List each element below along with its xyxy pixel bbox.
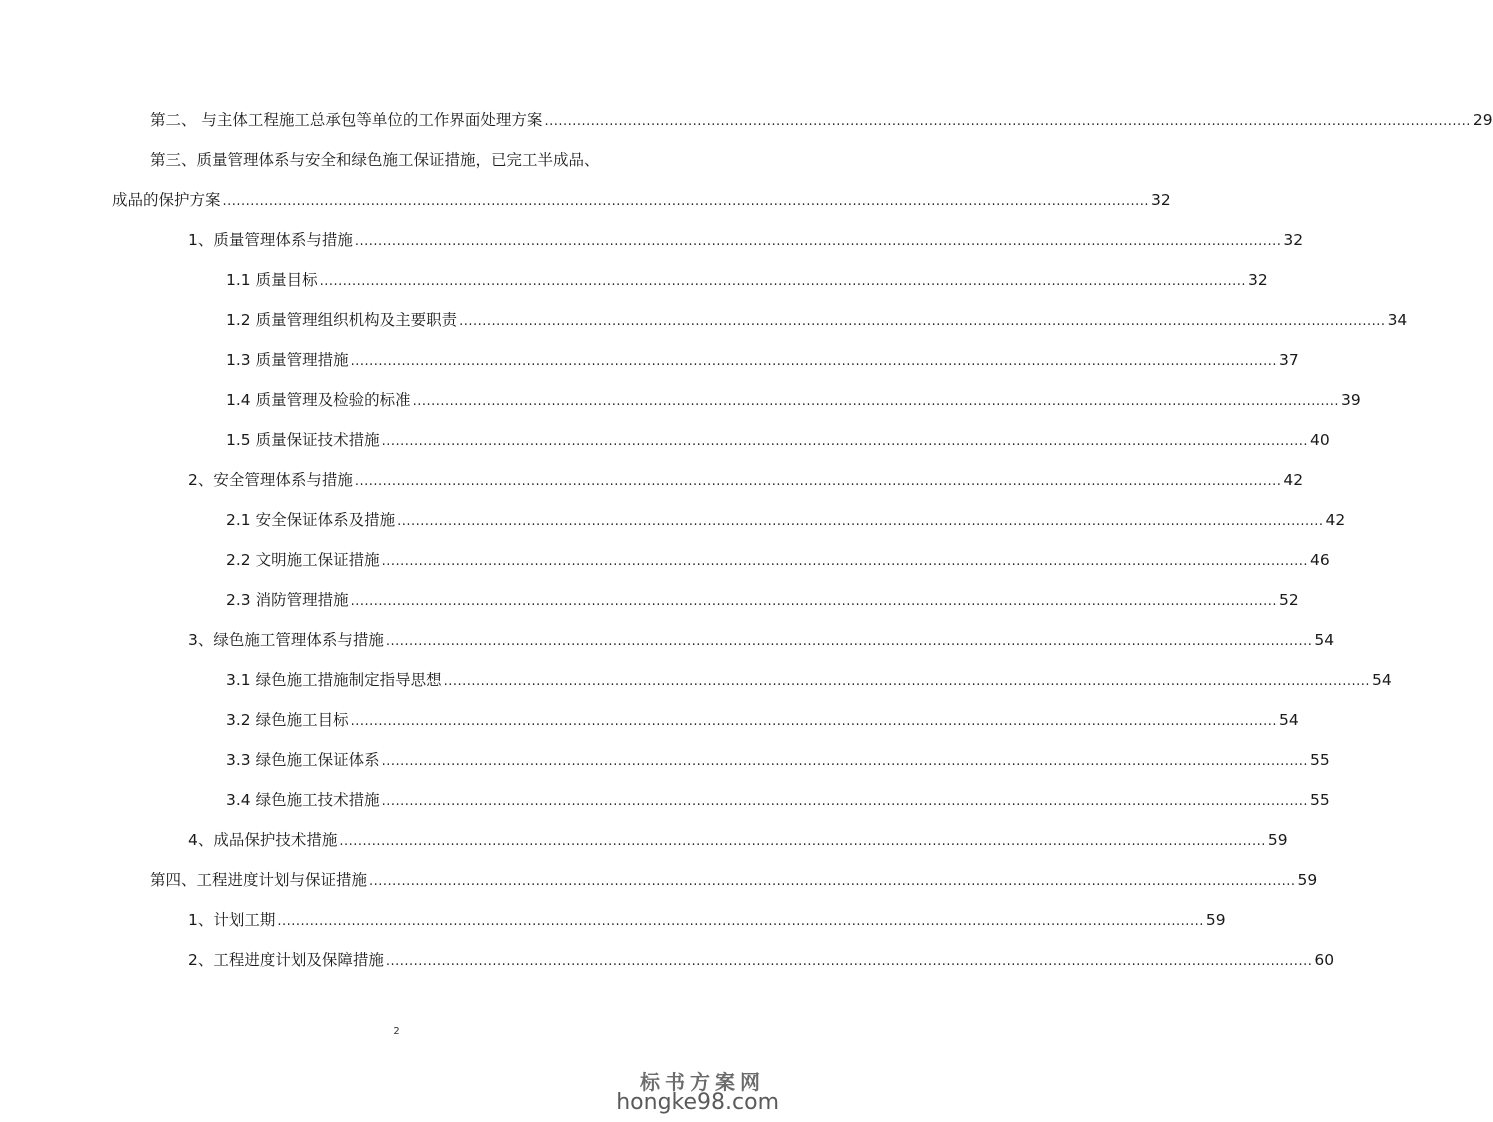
toc-entry-text: 1.5 质量保证技术措施 [226,431,380,449]
toc-leader-dots: ........................................................................................................................................................................................................ [381,554,1309,569]
toc-entry[interactable] [188,908,1226,932]
toc-entry-text: 2.2 文明施工保证措施 [226,551,380,569]
toc-entry[interactable] [226,548,1330,572]
toc-entry[interactable] [188,828,1288,852]
toc-entry-text: 成品的保护方案 [112,191,221,209]
toc-entry-text: 1、质量管理体系与措施 [188,231,353,249]
toc-entry-text: 1、计划工期 [188,911,276,929]
toc-entry-page: 59 [1267,831,1288,849]
toc-leader-dots: ........................................................................................................................................................................................................ [381,434,1309,449]
toc-leader-dots: ........................................................................................................................................................................................................ [339,834,1266,849]
toc-entry-text: 2、安全管理体系与措施 [188,471,353,489]
toc-entry[interactable] [226,508,1346,532]
toc-entry[interactable] [188,468,1304,492]
toc-leader-dots: ........................................................................................................................................................................................................ [354,474,1282,489]
toc-entry-page: 39 [1341,391,1361,409]
toc-entry-page: 32 [1150,191,1171,209]
toc-leader-dots: ........................................................................................................................................................................................................ [369,874,1296,889]
page-number: 2 [393,1026,400,1037]
toc-entry-page: 29 [1472,111,1493,129]
toc-entry[interactable] [226,748,1330,772]
toc-entry[interactable] [226,348,1299,372]
toc-entry[interactable] [188,948,1335,972]
toc-entry-page: 55 [1310,751,1330,769]
toc-entry-page: 40 [1310,431,1330,449]
toc-entry-page: 34 [1387,311,1408,329]
toc-entry[interactable] [188,628,1335,652]
toc-leader-dots: ........................................................................................................................................................................................................ [319,274,1247,289]
toc-leader-dots: ........................................................................................................................................................................................................ [443,674,1371,689]
toc-leader-dots: ........................................................................................................................................................................................................ [222,194,1149,209]
toc-entry-page: 54 [1279,711,1299,729]
toc-entry[interactable] [112,188,1171,212]
toc-entry-page: 59 [1297,871,1318,889]
toc-entry-page: 46 [1310,551,1330,569]
toc-leader-dots: ........................................................................................................................................................................................................ [350,354,1278,369]
toc-entry-text: 3、绿色施工管理体系与措施 [188,631,384,649]
toc-entry[interactable] [226,788,1330,812]
toc-entry-page: 42 [1325,511,1346,529]
toc-leader-dots: ........................................................................................................................................................................................................ [412,394,1340,409]
toc-entry-text: 1.1 质量目标 [226,271,318,289]
toc-leader-dots: ........................................................................................................................................................................................................ [381,754,1309,769]
toc-entry-page: 32 [1248,271,1268,289]
toc-entry-continued[interactable]: 第三、质量管理体系与安全和绿色施工保证措施，已完工半成品、 [150,151,600,169]
toc-entry-page: 59 [1205,911,1226,929]
toc-entry-page: 60 [1314,951,1335,969]
toc-leader-dots: ........................................................................................................................................................................................................ [277,914,1204,929]
toc-entry[interactable] [150,108,1493,132]
toc-leader-dots: ........................................................................................................................................................................................................ [350,594,1278,609]
watermark-url: hongke98.com [616,1090,779,1115]
toc-entry-text: 2.1 安全保证体系及措施 [226,511,396,529]
toc-entry-text: 第四、工程进度计划与保证措施 [150,871,368,889]
toc-leader-dots: ........................................................................................................................................................................................................ [385,954,1313,969]
toc-entry-page: 55 [1310,791,1330,809]
toc-entry[interactable] [226,388,1361,412]
toc-entry-page: 54 [1372,671,1392,689]
toc-entry-text: 2、工程进度计划及保障措施 [188,951,384,969]
toc-entry-text: 3.1 绿色施工措施制定指导思想 [226,671,442,689]
toc-entry[interactable] [226,428,1330,452]
toc-entry[interactable] [226,308,1408,332]
toc-entry-page: 52 [1279,591,1299,609]
toc-entry-page: 54 [1314,631,1335,649]
toc-entry[interactable] [226,708,1299,732]
toc-entry-text: 第二、 与主体工程施工总承包等单位的工作界面处理方案 [150,111,543,129]
toc-entry[interactable] [188,228,1304,252]
toc-leader-dots: ........................................................................................................................................................................................................ [385,634,1313,649]
toc-entry-text: 1.2 质量管理组织机构及主要职责 [226,311,458,329]
toc-entry-page: 42 [1283,471,1304,489]
watermark-logo-text: 标书方案网 [640,1070,765,1094]
toc-entry[interactable] [226,268,1268,292]
toc-entry[interactable] [150,868,1318,892]
toc-entry-text: 3.4 绿色施工技术措施 [226,791,380,809]
toc-leader-dots: ........................................................................................................................................................................................................ [397,514,1324,529]
toc-leader-dots: ........................................................................................................................................................................................................ [354,234,1282,249]
toc-entry-page: 32 [1283,231,1304,249]
toc-entry-text: 4、成品保护技术措施 [188,831,338,849]
toc-leader-dots: ........................................................................................................................................................................................................ [544,114,1471,129]
toc-entry-text: 3.2 绿色施工目标 [226,711,349,729]
toc-entry-text: 1.3 质量管理措施 [226,351,349,369]
toc-entry-text: 3.3 绿色施工保证体系 [226,751,380,769]
toc-leader-dots: ........................................................................................................................................................................................................ [459,314,1386,329]
toc-entry-page: 37 [1279,351,1299,369]
toc-leader-dots: ........................................................................................................................................................................................................ [381,794,1309,809]
toc-entry-text: 1.4 质量管理及检验的标准 [226,391,411,409]
toc-entry[interactable] [226,588,1299,612]
toc-entry[interactable] [226,668,1392,692]
toc-entry-text: 2.3 消防管理措施 [226,591,349,609]
toc-leader-dots: ........................................................................................................................................................................................................ [350,714,1278,729]
